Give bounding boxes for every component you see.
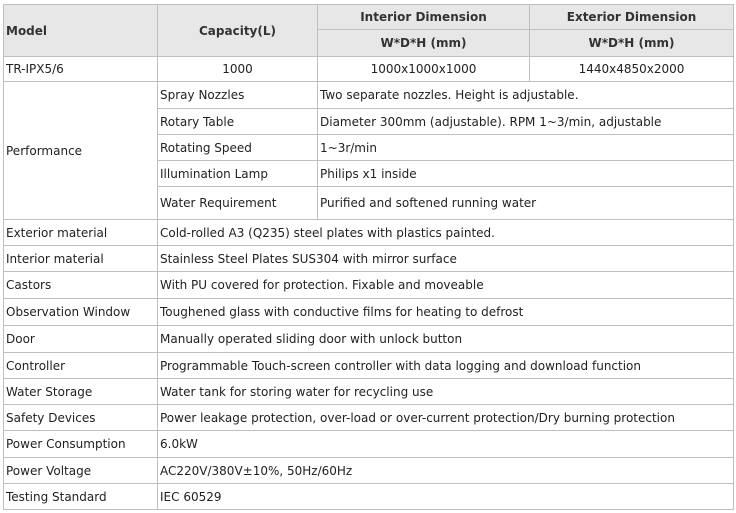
spec-row-observation-window xyxy=(4,299,734,326)
performance-item-value: Two separate nozzles. Height is adjustable. xyxy=(318,82,734,109)
spec-row-castors xyxy=(4,272,734,299)
spec-row-testing-standard xyxy=(4,484,734,510)
spec-value: IEC 60529 xyxy=(158,484,734,510)
spec-row-interior-material xyxy=(4,246,734,272)
spec-value: Water tank for storing water for recycling use xyxy=(158,379,734,405)
performance-item-name: Rotating Speed xyxy=(158,135,318,161)
header-exterior-unit: W*D*H (mm) xyxy=(530,30,734,57)
spec-label: Observation Window xyxy=(4,299,158,326)
performance-item-name: Spray Nozzles xyxy=(158,82,318,109)
performance-item-name: Water Requirement xyxy=(158,187,318,220)
spec-row-door xyxy=(4,326,734,353)
spec-label: Controller xyxy=(4,353,158,379)
spec-value: AC220V/380V±10%, 50Hz/60Hz xyxy=(158,458,734,484)
model-row xyxy=(4,57,734,82)
spec-value: With PU covered for protection. Fixable and moveable xyxy=(158,272,734,299)
spec-value: Toughened glass with conductive films for heating to defrost xyxy=(158,299,734,326)
performance-item-name: Rotary Table xyxy=(158,109,318,135)
spec-row-power-consumption xyxy=(4,431,734,458)
performance-item-value: Philips x1 inside xyxy=(318,161,734,187)
spec-value: Stainless Steel Plates SUS304 with mirror surface xyxy=(158,246,734,272)
spec-table-wrapper xyxy=(3,4,734,510)
spec-label: Castors xyxy=(4,272,158,299)
spec-row-controller xyxy=(4,353,734,379)
header-row-1 xyxy=(4,5,734,30)
performance-item-name: Illumination Lamp xyxy=(158,161,318,187)
spec-table xyxy=(3,4,734,510)
spec-row-water-storage xyxy=(4,379,734,405)
performance-item-value: 1~3r/min xyxy=(318,135,734,161)
header-exterior-dimension: Exterior Dimension xyxy=(530,5,734,30)
exterior-dimension-value: 1440x4850x2000 xyxy=(530,57,734,82)
spec-value: Manually operated sliding door with unlock button xyxy=(158,326,734,353)
performance-row xyxy=(4,82,734,109)
spec-value: 6.0kW xyxy=(158,431,734,458)
performance-item-value: Diameter 300mm (adjustable). RPM 1~3/min, adjustable xyxy=(318,109,734,135)
spec-value: Programmable Touch-screen controller with data logging and download function xyxy=(158,353,734,379)
performance-label: Performance xyxy=(4,82,158,220)
header-interior-unit: W*D*H (mm) xyxy=(318,30,530,57)
interior-dimension-value: 1000x1000x1000 xyxy=(318,57,530,82)
spec-row-power-voltage xyxy=(4,458,734,484)
spec-label: Testing Standard xyxy=(4,484,158,510)
spec-label: Power Consumption xyxy=(4,431,158,458)
header-interior-dimension: Interior Dimension xyxy=(318,5,530,30)
capacity-value: 1000 xyxy=(158,57,318,82)
spec-row-exterior-material xyxy=(4,220,734,246)
performance-item-value: Purified and softened running water xyxy=(318,187,734,220)
spec-label: Power Voltage xyxy=(4,458,158,484)
spec-label: Safety Devices xyxy=(4,405,158,431)
spec-label: Door xyxy=(4,326,158,353)
spec-label: Exterior material xyxy=(4,220,158,246)
spec-row-safety-devices xyxy=(4,405,734,431)
spec-value: Cold-rolled A3 (Q235) steel plates with plastics painted. xyxy=(158,220,734,246)
spec-label: Interior material xyxy=(4,246,158,272)
model-value: TR-IPX5/6 xyxy=(4,57,158,82)
spec-label: Water Storage xyxy=(4,379,158,405)
header-capacity: Capacity(L) xyxy=(158,5,318,57)
spec-value: Power leakage protection, over-load or over-current protection/Dry burning protection xyxy=(158,405,734,431)
header-model: Model xyxy=(4,5,158,57)
